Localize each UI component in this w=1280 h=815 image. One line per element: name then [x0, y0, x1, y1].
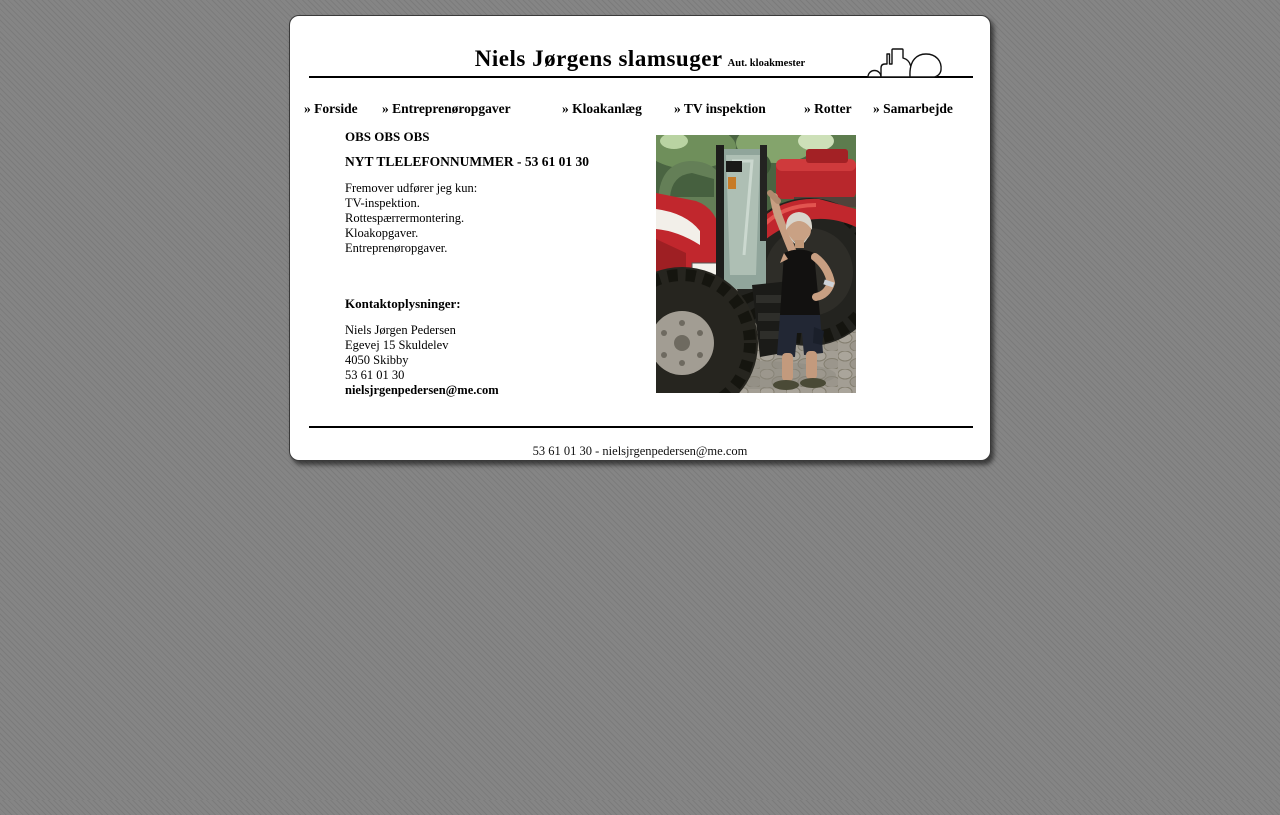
- nav-item-tv-inspektion[interactable]: » TV inspektion: [674, 101, 766, 116]
- services-list: [345, 181, 645, 256]
- nav-item-entreprenoropgaver[interactable]: » Entreprenøropgaver: [382, 101, 511, 116]
- page-title: Niels Jørgens slamsuger: [474, 46, 723, 71]
- contact-block: [345, 323, 645, 398]
- obs-heading: OBS OBS OBS: [345, 129, 430, 144]
- nav-item-rotter[interactable]: » Rotter: [804, 101, 852, 116]
- service-line: Rottespærrermontering.: [345, 211, 465, 225]
- service-line: Entreprenøropgaver.: [345, 241, 448, 255]
- page-card: [289, 15, 991, 461]
- contact-email-link[interactable]: nielsjrgenpedersen@me.com: [345, 383, 499, 397]
- contact-phone: 53 61 01 30: [345, 368, 405, 382]
- service-line: Kloakopgaver.: [345, 226, 419, 240]
- page-subtitle: Aut. kloakmester: [727, 58, 806, 69]
- contact-street: Egevej 15 Skuldelev: [345, 338, 449, 352]
- nav-item-forside[interactable]: » Forside: [304, 101, 358, 116]
- footer-divider: [309, 426, 973, 428]
- footer-text: 53 61 01 30 - nielsjrgenpedersen@me.com: [532, 444, 748, 458]
- nav-item-kloakanlaeg[interactable]: » Kloakanlæg: [562, 101, 642, 116]
- services-intro: Fremover udfører jeg kun:: [345, 181, 478, 195]
- phone-heading: NYT TLELEFONNUMMER - 53 61 01 30: [345, 154, 590, 169]
- tractor-outline-icon: [864, 46, 944, 78]
- main-navigation: [290, 101, 990, 121]
- page-background: [0, 15, 1280, 815]
- contact-name: Niels Jørgen Pedersen: [345, 323, 456, 337]
- content-section: [345, 129, 645, 398]
- contact-heading: Kontaktoplysninger:: [345, 296, 461, 311]
- man-standing-next-to-red-tractor-photo: [656, 135, 856, 393]
- contact-city: 4050 Skibby: [345, 353, 409, 367]
- service-line: TV-inspektion.: [345, 196, 420, 210]
- nav-item-samarbejde[interactable]: » Samarbejde: [873, 101, 953, 116]
- photo-illustration: [656, 135, 856, 393]
